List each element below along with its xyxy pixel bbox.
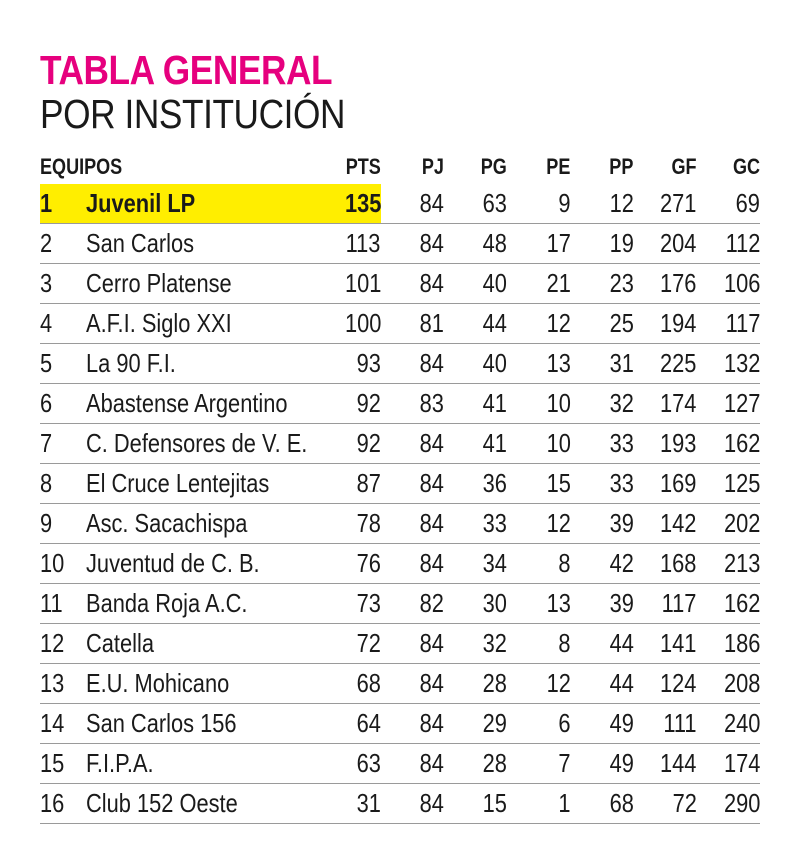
drawn-cell: 10 xyxy=(507,424,570,464)
points-cell: 87 xyxy=(333,464,381,504)
team-name-cell: F.I.P.A. xyxy=(86,744,333,784)
played-cell: 84 xyxy=(381,744,444,784)
team-name-cell: Juventud de C. B. xyxy=(86,544,333,584)
position-cell: 4 xyxy=(40,304,86,344)
lost-cell: 42 xyxy=(570,544,633,584)
team-name-cell: E.U. Mohicano xyxy=(86,664,333,704)
lost-cell: 49 xyxy=(570,704,633,744)
points-cell: 78 xyxy=(333,504,381,544)
won-cell: 15 xyxy=(444,784,507,824)
table-row xyxy=(40,464,760,504)
goals-for-cell: 169 xyxy=(634,464,697,504)
drawn-cell: 12 xyxy=(507,304,570,344)
drawn-cell: 13 xyxy=(507,584,570,624)
won-cell: 41 xyxy=(444,384,507,424)
team-name-cell: San Carlos 156 xyxy=(86,704,333,744)
team-name-cell: Asc. Sacachispa xyxy=(86,504,333,544)
position-cell: 13 xyxy=(40,664,86,704)
header-row xyxy=(40,150,760,184)
goals-for-cell: 204 xyxy=(634,224,697,264)
goals-against-cell: 202 xyxy=(697,504,760,544)
team-name-cell: Cerro Platense xyxy=(86,264,333,304)
drawn-cell: 1 xyxy=(507,784,570,824)
drawn-cell: 12 xyxy=(507,664,570,704)
goals-for-cell: 168 xyxy=(634,544,697,584)
goals-for-cell: 225 xyxy=(634,344,697,384)
played-cell: 84 xyxy=(381,224,444,264)
goals-for-cell: 142 xyxy=(634,504,697,544)
drawn-cell: 12 xyxy=(507,504,570,544)
header-pts: PTS xyxy=(345,154,381,179)
table-row xyxy=(40,704,760,744)
won-cell: 33 xyxy=(444,504,507,544)
drawn-cell: 13 xyxy=(507,344,570,384)
drawn-cell: 21 xyxy=(507,264,570,304)
position-cell: 12 xyxy=(40,624,86,664)
table-row xyxy=(40,384,760,424)
team-name-cell: El Cruce Lentejitas xyxy=(86,464,333,504)
team-name-cell: La 90 F.I. xyxy=(86,344,333,384)
lost-cell: 19 xyxy=(570,224,633,264)
goals-against-cell: 162 xyxy=(697,584,760,624)
points-cell: 113 xyxy=(333,224,381,264)
drawn-cell: 8 xyxy=(507,624,570,664)
played-cell: 84 xyxy=(381,624,444,664)
goals-against-cell: 174 xyxy=(697,744,760,784)
points-cell: 135 xyxy=(333,184,381,224)
position-cell: 11 xyxy=(40,584,86,624)
header-pe: PE xyxy=(546,154,571,179)
position-cell: 15 xyxy=(40,744,86,784)
header-gf: GF xyxy=(671,154,697,179)
position-cell: 1 xyxy=(40,184,86,224)
points-cell: 63 xyxy=(333,744,381,784)
goals-against-cell: 186 xyxy=(697,624,760,664)
team-name-cell: San Carlos xyxy=(86,224,333,264)
won-cell: 29 xyxy=(444,704,507,744)
header-gc: GC xyxy=(732,154,760,179)
won-cell: 63 xyxy=(444,184,507,224)
points-cell: 93 xyxy=(333,344,381,384)
table-row xyxy=(40,344,760,384)
drawn-cell: 10 xyxy=(507,384,570,424)
played-cell: 84 xyxy=(381,344,444,384)
position-cell: 7 xyxy=(40,424,86,464)
played-cell: 83 xyxy=(381,384,444,424)
points-cell: 73 xyxy=(333,584,381,624)
team-name-cell: Catella xyxy=(86,624,333,664)
won-cell: 41 xyxy=(444,424,507,464)
position-cell: 3 xyxy=(40,264,86,304)
goals-against-cell: 290 xyxy=(697,784,760,824)
goals-for-cell: 174 xyxy=(634,384,697,424)
goals-for-cell: 176 xyxy=(634,264,697,304)
table-row xyxy=(40,424,760,464)
table-row xyxy=(40,744,760,784)
lost-cell: 39 xyxy=(570,504,633,544)
header-pp: PP xyxy=(609,154,634,179)
header-equipos: EQUIPOS xyxy=(40,154,123,179)
lost-cell: 25 xyxy=(570,304,633,344)
standings-table xyxy=(40,150,760,824)
goals-for-cell: 141 xyxy=(634,624,697,664)
table-row xyxy=(40,664,760,704)
goals-for-cell: 194 xyxy=(634,304,697,344)
table-row xyxy=(40,224,760,264)
won-cell: 34 xyxy=(444,544,507,584)
lost-cell: 33 xyxy=(570,464,633,504)
team-name-cell: Abastense Argentino xyxy=(86,384,333,424)
won-cell: 36 xyxy=(444,464,507,504)
lost-cell: 44 xyxy=(570,664,633,704)
position-cell: 2 xyxy=(40,224,86,264)
played-cell: 84 xyxy=(381,544,444,584)
title-sub: POR INSTITUCIÓN xyxy=(40,91,346,137)
played-cell: 84 xyxy=(381,264,444,304)
goals-for-cell: 124 xyxy=(634,664,697,704)
points-cell: 92 xyxy=(333,424,381,464)
team-name-cell: Banda Roja A.C. xyxy=(86,584,333,624)
points-cell: 92 xyxy=(333,384,381,424)
goals-against-cell: 117 xyxy=(697,304,760,344)
drawn-cell: 6 xyxy=(507,704,570,744)
team-name-cell: A.F.I. Siglo XXI xyxy=(86,304,333,344)
table-row xyxy=(40,304,760,344)
drawn-cell: 8 xyxy=(507,544,570,584)
lost-cell: 39 xyxy=(570,584,633,624)
goals-against-cell: 213 xyxy=(697,544,760,584)
played-cell: 84 xyxy=(381,464,444,504)
won-cell: 28 xyxy=(444,664,507,704)
position-cell: 16 xyxy=(40,784,86,824)
won-cell: 44 xyxy=(444,304,507,344)
lost-cell: 68 xyxy=(570,784,633,824)
goals-against-cell: 125 xyxy=(697,464,760,504)
points-cell: 101 xyxy=(333,264,381,304)
position-cell: 8 xyxy=(40,464,86,504)
lost-cell: 31 xyxy=(570,344,633,384)
goals-for-cell: 117 xyxy=(634,584,697,624)
lost-cell: 44 xyxy=(570,624,633,664)
goals-for-cell: 144 xyxy=(634,744,697,784)
table-row xyxy=(40,544,760,584)
position-cell: 14 xyxy=(40,704,86,744)
won-cell: 28 xyxy=(444,744,507,784)
played-cell: 84 xyxy=(381,784,444,824)
position-cell: 5 xyxy=(40,344,86,384)
goals-against-cell: 208 xyxy=(697,664,760,704)
table-body xyxy=(40,184,760,824)
won-cell: 48 xyxy=(444,224,507,264)
lost-cell: 33 xyxy=(570,424,633,464)
lost-cell: 32 xyxy=(570,384,633,424)
goals-against-cell: 127 xyxy=(697,384,760,424)
won-cell: 40 xyxy=(444,344,507,384)
goals-for-cell: 193 xyxy=(634,424,697,464)
goals-for-cell: 111 xyxy=(634,704,697,744)
header-pj: PJ xyxy=(422,154,445,179)
points-cell: 31 xyxy=(333,784,381,824)
goals-against-cell: 69 xyxy=(697,184,760,224)
lost-cell: 49 xyxy=(570,744,633,784)
table-row xyxy=(40,584,760,624)
drawn-cell: 15 xyxy=(507,464,570,504)
team-name-cell: Club 152 Oeste xyxy=(86,784,333,824)
drawn-cell: 7 xyxy=(507,744,570,784)
position-cell: 10 xyxy=(40,544,86,584)
goals-against-cell: 106 xyxy=(697,264,760,304)
goals-against-cell: 162 xyxy=(697,424,760,464)
goals-for-cell: 271 xyxy=(634,184,697,224)
played-cell: 81 xyxy=(381,304,444,344)
position-cell: 9 xyxy=(40,504,86,544)
drawn-cell: 17 xyxy=(507,224,570,264)
points-cell: 100 xyxy=(333,304,381,344)
points-cell: 68 xyxy=(333,664,381,704)
played-cell: 82 xyxy=(381,584,444,624)
table-row xyxy=(40,624,760,664)
title-main: TABLA GENERAL xyxy=(40,47,333,93)
played-cell: 84 xyxy=(381,664,444,704)
won-cell: 32 xyxy=(444,624,507,664)
team-name-cell: Juvenil LP xyxy=(86,184,333,224)
goals-for-cell: 72 xyxy=(634,784,697,824)
lost-cell: 12 xyxy=(570,184,633,224)
played-cell: 84 xyxy=(381,704,444,744)
goals-against-cell: 240 xyxy=(697,704,760,744)
table-row xyxy=(40,264,760,304)
team-name-cell: C. Defensores de V. E. xyxy=(86,424,333,464)
points-cell: 64 xyxy=(333,704,381,744)
drawn-cell: 9 xyxy=(507,184,570,224)
lost-cell: 23 xyxy=(570,264,633,304)
table-row xyxy=(40,504,760,544)
goals-against-cell: 112 xyxy=(697,224,760,264)
points-cell: 72 xyxy=(333,624,381,664)
goals-against-cell: 132 xyxy=(697,344,760,384)
header-pg: PG xyxy=(481,154,508,179)
played-cell: 84 xyxy=(381,504,444,544)
played-cell: 84 xyxy=(381,424,444,464)
table-row xyxy=(40,784,760,824)
points-cell: 76 xyxy=(333,544,381,584)
standings-panel xyxy=(40,48,760,824)
table-row xyxy=(40,184,760,224)
won-cell: 30 xyxy=(444,584,507,624)
played-cell: 84 xyxy=(381,184,444,224)
won-cell: 40 xyxy=(444,264,507,304)
position-cell: 6 xyxy=(40,384,86,424)
